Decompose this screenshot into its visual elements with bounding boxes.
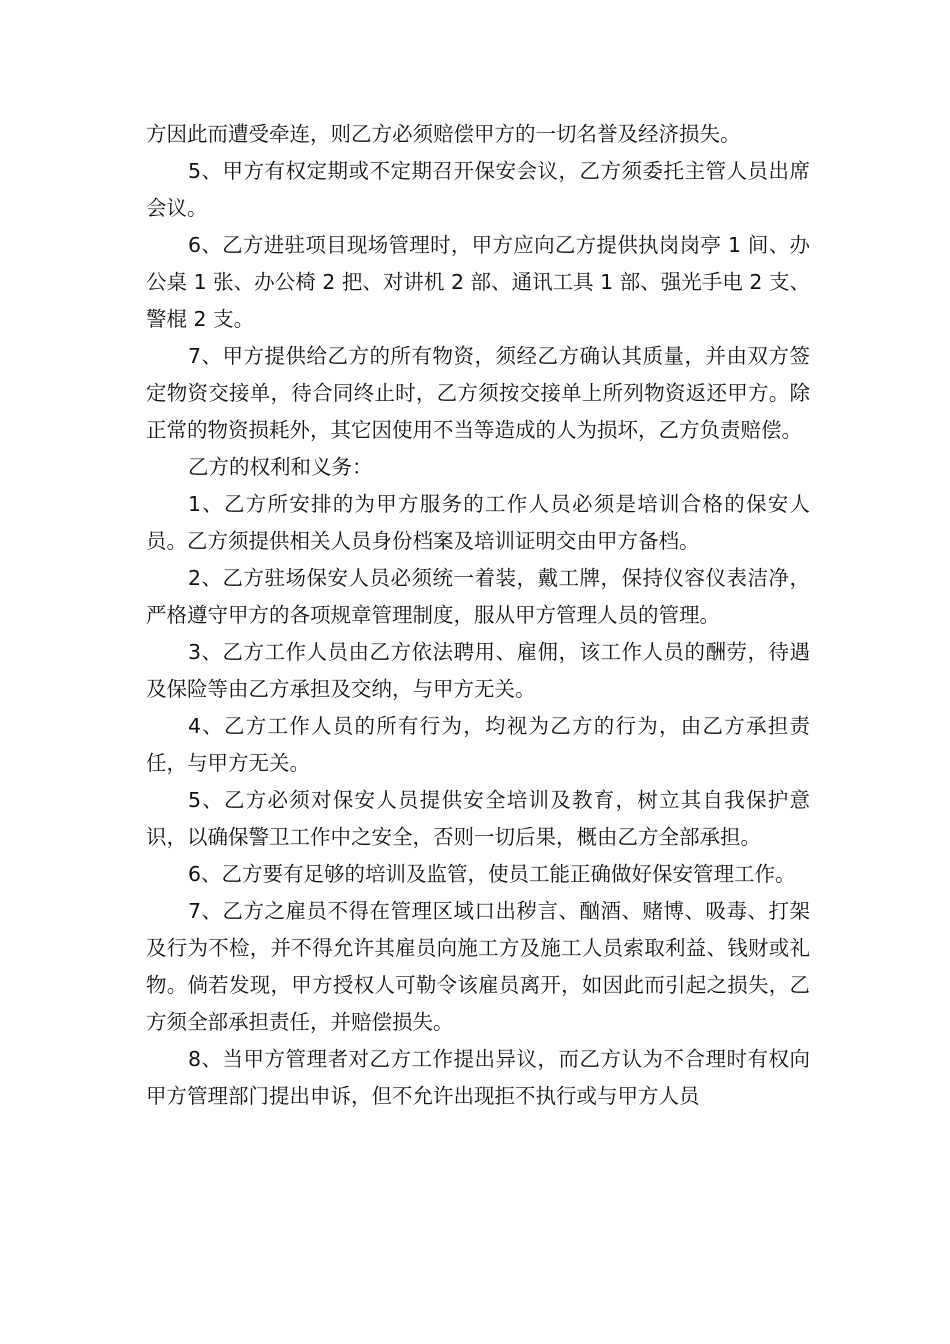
document-body bbox=[146, 116, 810, 1115]
paragraph-party-b-3: 3、乙方工作人员由乙方依法聘用、雇佣，该工作人员的酬劳，待遇及保险等由乙方承担及交纳，与甲方无关。 bbox=[146, 640, 810, 701]
paragraph-party-b-7: 7、乙方之雇员不得在管理区域口出秽言、酗酒、赌博、吸毒、打架及行为不检，并不得允许其雇员向施工方及施工人员索取利益、钱财或礼物。倘若发现，甲方授权人可勒令该雇员离开，如因此而引起之损失，乙方须全部承担责任，并赔偿损失。 bbox=[146, 899, 810, 1034]
paragraph-continuation: 方因此而遭受牵连，则乙方必须赔偿甲方的一切名誉及经济损失。 bbox=[146, 122, 741, 146]
paragraph-party-b-6: 6、乙方要有足够的培训及监管，使员工能正确做好保安管理工作。 bbox=[188, 862, 796, 886]
paragraph-party-b-1: 1、乙方所安排的为甲方服务的工作人员必须是培训合格的保安人员。乙方须提供相关人员身份档案及培训证明交由甲方备档。 bbox=[146, 492, 810, 553]
paragraph-party-b-4: 4、乙方工作人员的所有行为，均视为乙方的行为，由乙方承担责任，与甲方无关。 bbox=[146, 714, 810, 775]
paragraph-party-a-7: 7、甲方提供给乙方的所有物资，须经乙方确认其质量，并由双方签定物资交接单，待合同终止时，乙方须按交接单上所列物资返还甲方。除正常的物资损耗外，其它因使用不当等造成的人为损坏，乙方负责赔偿。 bbox=[146, 344, 810, 442]
paragraph-party-a-6: 6、乙方进驻项目现场管理时，甲方应向乙方提供执岗岗亭 1 间、办公桌 1 张、办公椅 2 把、对讲机 2 部、通讯工具 1 部、强光手电 2 支、警棍 2 支。 bbox=[146, 233, 810, 331]
paragraph-party-a-5: 5、甲方有权定期或不定期召开保安会议，乙方须委托主管人员出席会议。 bbox=[146, 159, 810, 220]
paragraph-party-b-2: 2、乙方驻场保安人员必须统一着装，戴工牌，保持仪容仪表洁净，严格遵守甲方的各项规章管理制度，服从甲方管理人员的管理。 bbox=[146, 566, 810, 627]
section-heading-party-b: 乙方的权利和义务： bbox=[188, 455, 373, 479]
paragraph-party-b-8: 8、当甲方管理者对乙方工作提出异议，而乙方认为不合理时有权向甲方管理部门提出申诉，但不允许出现拒不执行或与甲方人员 bbox=[146, 1047, 810, 1108]
paragraph-party-b-5: 5、乙方必须对保安人员提供安全培训及教育，树立其自我保护意识，以确保警卫工作中之安全，否则一切后果，概由乙方全部承担。 bbox=[146, 788, 810, 849]
